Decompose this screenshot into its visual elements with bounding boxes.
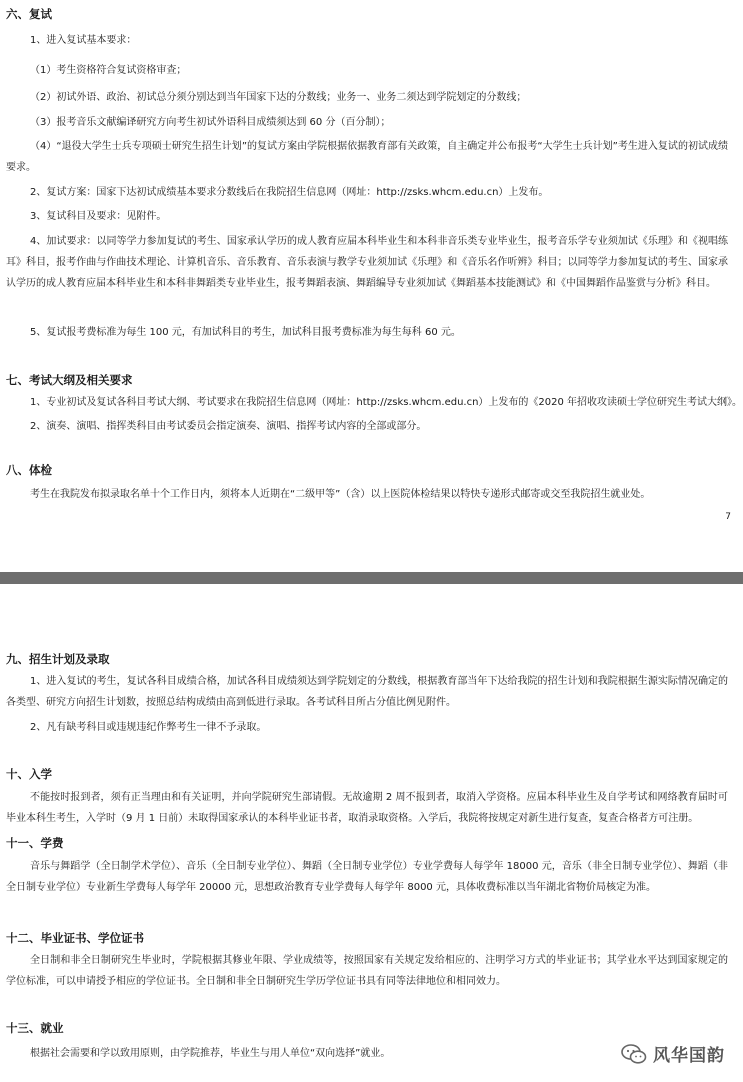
section-9-line-1: 1、进入复试的考生，复试各科目成绩合格，加试各科目成绩须达到学院划定的分数线，根据教育部当年下达给我院的招生计划和我院根据生源实际情况确定的各类型、研究方向招生计划数，按照总结构成绩由高到低进行录取。各考试科目所占分值比例见附件。 [6,676,728,708]
section-7-line-2: 2、演奏、演唱、指挥类科目由考试委员会指定演奏、演唱、指挥考试内容的全部或部分。 [30,421,427,432]
section-12-line-1: 全日制和非全日制研究生毕业时，学院根据其修业年限、学业成绩等，按照国家有关规定发给相应的、注明学习方式的毕业证书；其学业水平达到国家规定的学位标准，可以申请授予相应的学位证书。全日制和非全日制研究生学历学位证书具有同等法律地位和相同效力。 [6,955,728,987]
section-8-title: 八、体检 [6,463,52,477]
section-6-line-2: （1）考生资格符合复试资格审查； [30,65,187,76]
section-6-line-5: （4）“退役大学生士兵专项硕士研究生招生计划”的复试方案由学院根据依据教育部有关政策，自主确定并公布报考“大学生士兵计划”考生进入复试的初试成绩要求。 [6,141,728,173]
section-13-title: 十三、就业 [6,1021,64,1035]
section-9-line-2: 2、凡有缺考科目或违规违纪作弊考生一律不予录取。 [30,722,267,733]
section-6-line-7: 3、复试科目及要求：见附件。 [30,211,167,222]
section-9-title: 九、招生计划及录取 [6,652,110,666]
section-10-line-1: 不能按时报到者，须有正当理由和有关证明，并向学院研究生部请假。无故逾期 2 周不报到者，取消入学资格。应届本科毕业生及自学考试和网络教育届时可毕业本科生考生，入学时（9 月 1 日前）未取得国家承认的本科毕业证书者，取消录取资格。入学后，我院将按规定对新生进行复查，复查合格者方可注册。 [6,792,728,824]
section-6-line-9: 5、复试报考费标准为每生 100 元，有加试科目的考生，加试科目报考费标准为每生每科 60 元。 [30,327,461,338]
page-separator [0,562,743,634]
section-13-line-1: 根据社会需要和学以致用原则，由学院推荐，毕业生与用人单位“双向选择”就业。 [30,1048,391,1059]
section-6-line-6: 2、复试方案：国家下达初试成绩基本要求分数线后在我院招生信息网（网址：http://zsks.whcm.edu.cn）上发布。 [30,187,549,198]
section-11-title: 十一、学费 [6,836,64,850]
section-12-title: 十二、毕业证书、学位证书 [6,931,144,945]
page-divider-bar [0,572,743,584]
wechat-icon [621,1044,647,1064]
section-7-line-1: 1、专业初试及复试各科目考试大纲、考试要求在我院招生信息网（网址：http://zsks.whcm.edu.cn）上发布的《2020 年招收攻读硕士学位研究生考试大纲》。 [30,397,743,408]
section-11-line-1: 音乐与舞蹈学（全日制学术学位）、音乐（全日制专业学位）、舞蹈（全日制专业学位）专业学费每人每学年 18000 元，音乐（非全日制专业学位）、舞蹈（非全日制专业学位）专业新生学费每人每学年 20000 元，思想政治教育专业学费每人每学年 8000 元，具体收费标准以当年湖北省物价局核定为准。 [6,861,728,893]
section-6-line-1: 1、进入复试基本要求： [30,35,137,46]
section-10-title: 十、入学 [6,767,52,781]
section-6-title: 六、复试 [6,7,52,21]
document-page-8 [0,634,743,1082]
section-6-line-4: （3）报考音乐文献编译研究方向考生初试外语科目成绩须达到 60 分（百分制）； [30,117,391,128]
section-6-line-3: （2）初试外语、政治、初试总分须分别达到当年国家下达的分数线；业务一、业务二须达到学院划定的分数线； [30,92,527,103]
section-8-line-1: 考生在我院发布拟录取名单十个工作日内，须将本人近期在“二级甲等”（含）以上医院体检结果以特快专递形式邮寄或交至我院招生就业处。 [30,489,651,500]
page-number: 7 [725,512,731,522]
section-6-line-8: 4、加试要求：以同等学力参加复试的考生、国家承认学历的成人教育应届本科毕业生和本科非音乐类专业毕业生，报考音乐学专业须加试《乐理》和《视唱练耳》科目，报考作曲与作曲技术理论、计算机音乐、音乐教育、音乐表演与教学专业须加试《乐理》和《音乐名作听辨》科目；以同等学力参加复试的考生、国家承认学历的成人教育应届本科毕业生和本科非舞蹈类专业毕业生，报考舞蹈表演、舞蹈编导专业须加试《舞蹈基本技能测试》和《中国舞蹈作品鉴赏与分析》科目。 [6,236,728,289]
wechat-watermark [621,1041,725,1066]
watermark-text: 风华国韵 [653,1046,725,1066]
section-7-title: 七、考试大纲及相关要求 [6,373,133,387]
